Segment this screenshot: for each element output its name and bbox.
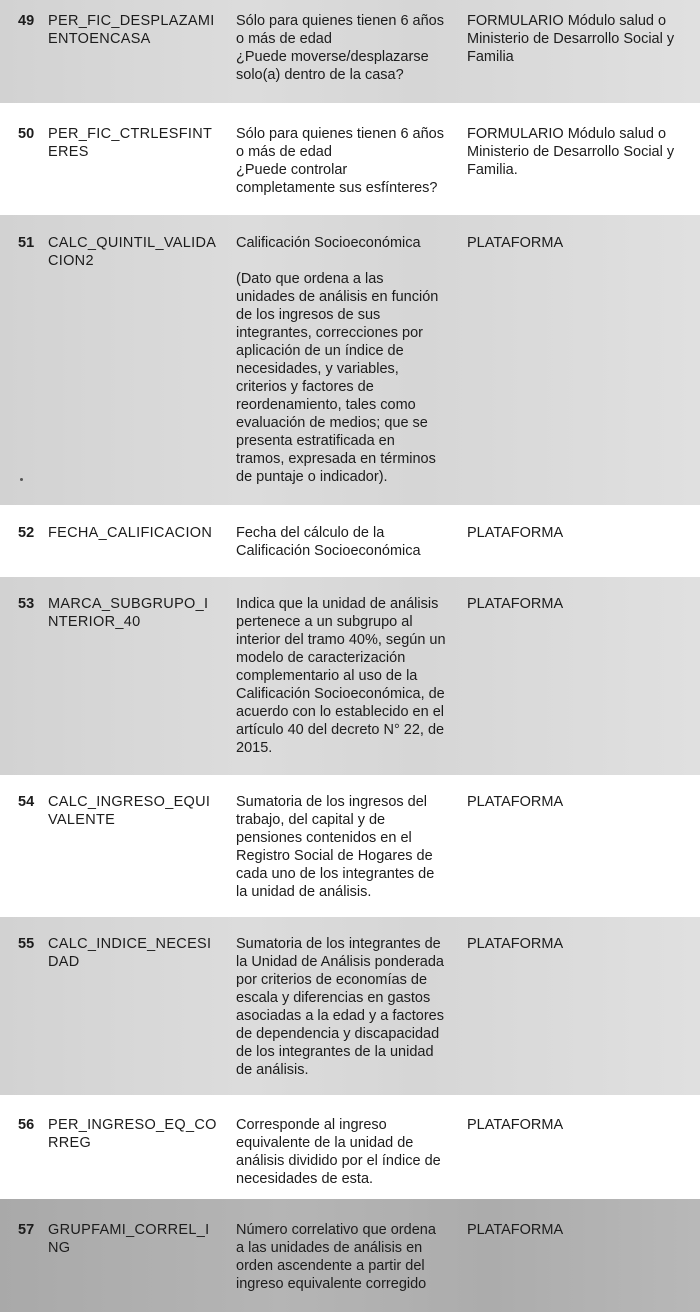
data-source: PLATAFORMA — [467, 794, 564, 810]
variable-name: CALC_QUINTIL_VALIDA CION2 — [48, 235, 217, 269]
table-row — [0, 1199, 700, 1312]
variable-name: GRUPFAMI_CORREL_I NG — [48, 1222, 210, 1256]
variable-name: CALC_INGRESO_EQUI VALENTE — [48, 794, 211, 828]
variable-name: PER_FIC_CTRLESFINT ERES — [48, 126, 213, 160]
variable-description: Sólo para quienes tienen 6 años o más de edad ¿Puede moverse/desplazarse solo(a) dentro de la casa? — [236, 13, 444, 83]
variable-description: Sumatoria de los integrantes de la Unidad de Análisis ponderada por criterios de economías de escala y diferencias en gastos asociadas a la edad y a factores de dependencia y discapacidad de los integrantes de la unidad de análisis. — [236, 936, 444, 1078]
variable-name: PER_INGRESO_EQ_CO RREG — [48, 1117, 217, 1151]
scan-speck — [20, 478, 23, 481]
variable-name: CALC_INDICE_NECESI DAD — [48, 936, 212, 970]
row-number: 54 — [18, 794, 35, 810]
table-row — [0, 215, 700, 505]
data-source: PLATAFORMA — [467, 596, 564, 612]
data-source: FORMULARIO Módulo salud o Ministerio de Desarrollo Social y Familia. — [467, 126, 675, 178]
variable-description: Sólo para quienes tienen 6 años o más de edad ¿Puede controlar completamente sus esfínteres? — [236, 126, 444, 196]
row-number: 50 — [18, 126, 35, 142]
table-row — [0, 577, 700, 775]
variable-name: MARCA_SUBGRUPO_I NTERIOR_40 — [48, 596, 209, 630]
row-number: 55 — [18, 936, 35, 952]
data-source: FORMULARIO Módulo salud o Ministerio de Desarrollo Social y Familia — [467, 13, 675, 65]
row-number: 53 — [18, 596, 35, 612]
table-row — [0, 917, 700, 1095]
table-row — [0, 775, 700, 917]
variable-description: Número correlativo que ordena a las unidades de análisis en orden ascendente a partir del ingreso equivalente corregido — [236, 1222, 436, 1292]
variable-name: PER_FIC_DESPLAZAMI ENTOENCASA — [48, 13, 215, 47]
row-number: 56 — [18, 1117, 35, 1133]
variable-description: Calificación Socioeconómica (Dato que ordena a las unidades de análisis en función de los ingresos de sus integrantes, correcciones por aplicación de un índice de necesidades, y variables, criterios y factores de reordenamiento, tales como evaluación de medios; que se presenta estratificada en tramos, expresada en términos de puntaje o indicador). — [236, 235, 439, 485]
variable-description: Sumatoria de los ingresos del trabajo, del capital y de pensiones contenidos en el Registro Social de Hogares de cada uno de los integrantes de la unidad de análisis. — [236, 794, 435, 900]
data-source: PLATAFORMA — [467, 1222, 564, 1238]
data-source: PLATAFORMA — [467, 235, 564, 251]
variable-description: Corresponde al ingreso equivalente de la unidad de análisis dividido por el índice de necesidades de esta. — [236, 1117, 441, 1187]
data-source: PLATAFORMA — [467, 1117, 564, 1133]
variable-description: Indica que la unidad de análisis pertenece a un subgrupo al interior del tramo 40%, según un modelo de caracterización complementario al uso de la Calificación Socioeconómica, de acuerdo con lo establecido en el artículo 40 del decreto N° 22, de 2015. — [236, 596, 446, 756]
table-row — [0, 1095, 700, 1199]
data-source: PLATAFORMA — [467, 525, 564, 541]
table-row — [0, 103, 700, 215]
row-number: 57 — [18, 1222, 35, 1238]
table-row — [0, 505, 700, 577]
variable-name: FECHA_CALIFICACION — [48, 525, 213, 541]
variable-description: Fecha del cálculo de la Calificación Socioeconómica — [236, 525, 421, 559]
row-number: 49 — [18, 13, 35, 29]
table-row — [0, 0, 700, 103]
data-source: PLATAFORMA — [467, 936, 564, 952]
row-number: 51 — [18, 235, 35, 251]
row-number: 52 — [18, 525, 35, 541]
